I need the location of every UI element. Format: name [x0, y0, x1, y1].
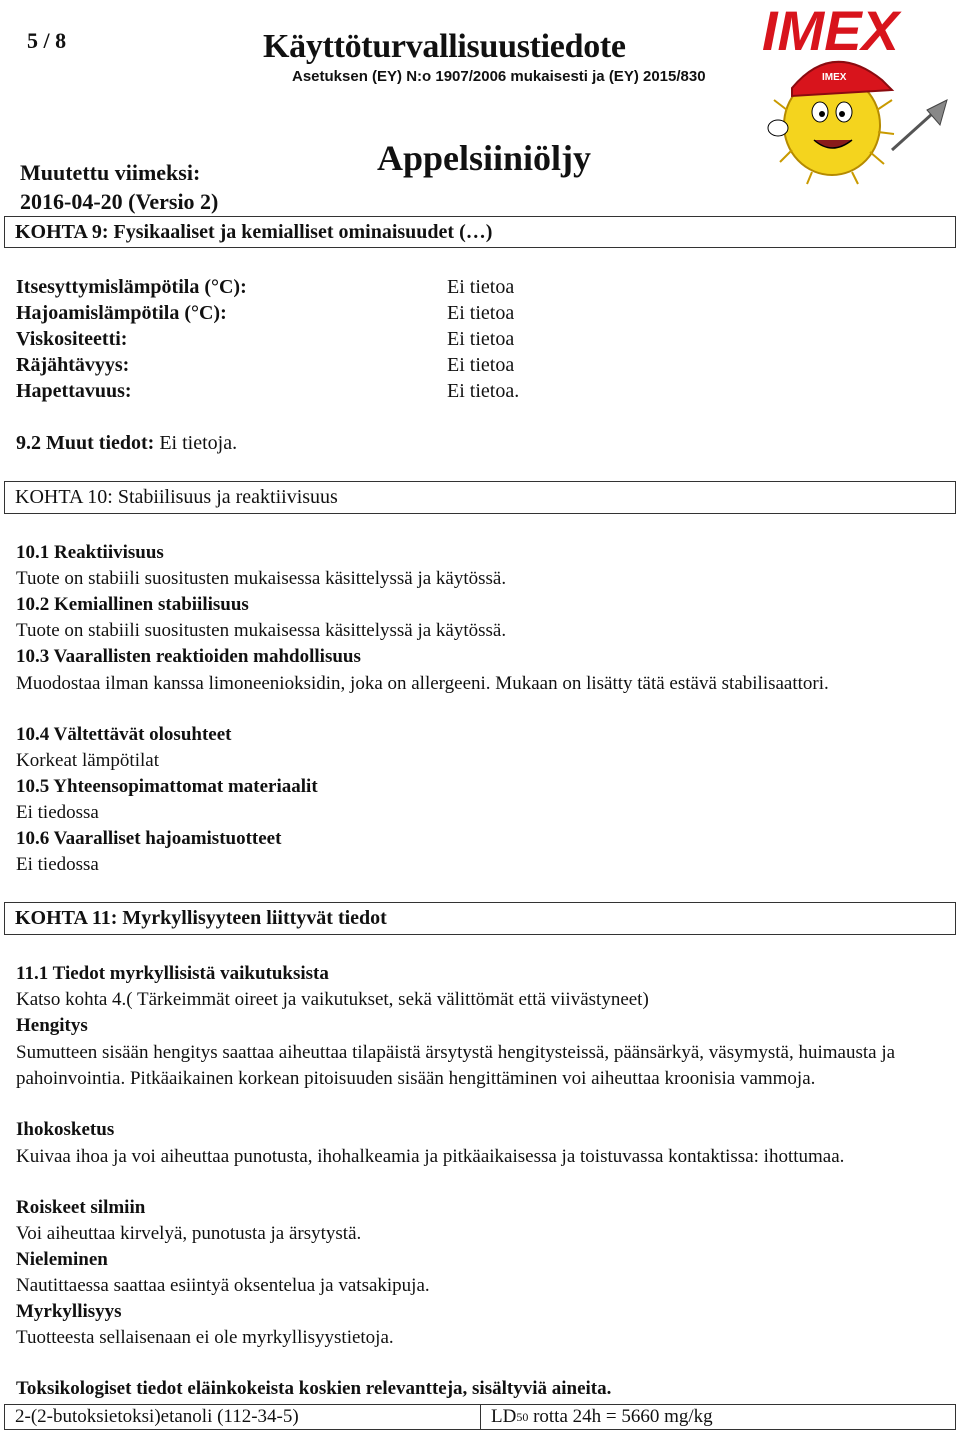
- substance-cell: 2-(2-butoksietoksi)etanoli (112-34-5): [5, 1405, 481, 1429]
- property-value: Ei tietoa: [447, 328, 515, 350]
- document-title: Käyttöturvallisuustiedote: [263, 28, 626, 65]
- property-label: Hajoamislämpötila (°C):: [16, 302, 227, 324]
- subsection-title: 10.4 Vältettävät olosuhteet: [16, 724, 232, 745]
- subsection-text: Kuivaa ihoa ja voi aiheuttaa punotusta, ihohalkeamia ja pitkäaikaisessa ja toistuvassa kontaktissa: ihottumaa.: [16, 1146, 845, 1167]
- subsection-title: 10.2 Kemiallinen stabiilisuus: [16, 594, 249, 615]
- document-subtitle: Asetuksen (EY) N:o 1907/2006 mukaisesti ja (EY) 2015/830: [292, 68, 706, 85]
- subsection-text: Ei tiedossa: [16, 854, 99, 875]
- subsection-text: Tuote on stabiili suositusten mukaisessa käsittelyssä ja käytössä.: [16, 568, 507, 589]
- modified-label: Muutettu viimeksi:: [20, 160, 201, 185]
- subsection-title: Myrkyllisyys: [16, 1301, 122, 1322]
- other-info-value: Ei tietoja.: [159, 432, 238, 454]
- animal-data-title: Toksikologiset tiedot eläinkokeista koskien relevantteja, sisältyviä aineita.: [16, 1378, 612, 1399]
- subsection-text: Korkeat lämpötilat: [16, 750, 159, 771]
- ld-subscript: 50: [516, 1409, 529, 1424]
- subsection-title: 10.5 Yhteensopimattomat materiaalit: [16, 776, 318, 797]
- page-number: 5 / 8: [27, 28, 67, 53]
- imex-logo: [752, 0, 952, 186]
- property-value: Ei tietoa: [447, 302, 515, 324]
- toxicity-table-row: [4, 1404, 956, 1430]
- ld-value: rotta 24h = 5660 mg/kg: [528, 1406, 713, 1427]
- product-name: Appelsiiniöljy: [377, 138, 592, 178]
- subsection-text: Tuotteesta sellaisenaan ei ole myrkyllisyystietoja.: [16, 1327, 394, 1348]
- section-11-heading: KOHTA 11: Myrkyllisyyteen liittyvät tiedot: [4, 902, 956, 935]
- subsection-text: Ei tiedossa: [16, 802, 99, 823]
- subsection-text: Tuote on stabiili suositusten mukaisessa käsittelyssä ja käytössä.: [16, 620, 507, 641]
- subsection-title: Roiskeet silmiin: [16, 1197, 146, 1218]
- ld-prefix: LD: [491, 1406, 517, 1427]
- subsection-title: Hengitys: [16, 1015, 88, 1036]
- other-info-label: 9.2 Muut tiedot:: [16, 432, 155, 454]
- subsection-title: 11.1 Tiedot myrkyllisistä vaikutuksista: [16, 963, 329, 984]
- other-info-line: [16, 432, 237, 455]
- property-label: Hapettavuus:: [16, 380, 132, 402]
- subsection-title: Nieleminen: [16, 1249, 108, 1270]
- subsection-title: 10.6 Vaaralliset hajoamistuotteet: [16, 828, 282, 849]
- subsection-title: Ihokosketus: [16, 1119, 115, 1140]
- subsection-text: Voi aiheuttaa kirvelyä, punotusta ja ärsytystä.: [16, 1223, 362, 1244]
- subsection-text: Katso kohta 4.( Tärkeimmät oireet ja vaikutukset, sekä välittömät että viivästyneet): [16, 989, 649, 1010]
- ld50-cell: [481, 1405, 955, 1429]
- property-value: Ei tietoa.: [447, 380, 520, 402]
- logo-text: IMEX: [762, 0, 899, 62]
- subsection-title: 10.3 Vaarallisten reaktioiden mahdollisuus: [16, 646, 361, 667]
- property-value: Ei tietoa: [447, 354, 515, 376]
- subsection-text: Nautittaessa saattaa esiintyä oksentelua ja vatsakipuja.: [16, 1275, 430, 1296]
- subsection-text: Sumutteen sisään hengitys saattaa aiheuttaa tilapäistä ärsytystä hengitysteissä, päänsärkyä, väsymystä, huimausta ja pahoinvointia. Pitkäaikainen korkean pitoisuuden sisään hengittäminen voi aiheuttaa kroonisia vammoja.: [16, 1042, 896, 1089]
- modified-date: 2016-04-20 (Versio 2): [20, 189, 219, 214]
- property-value: Ei tietoa: [447, 276, 515, 298]
- section-10-heading: KOHTA 10: Stabiilisuus ja reaktiivisuus: [4, 481, 956, 514]
- property-label: Räjähtävyys:: [16, 354, 130, 376]
- subsection-title: 10.1 Reaktiivisuus: [16, 542, 164, 563]
- svg-text:IMEX: IMEX: [822, 72, 847, 83]
- section-9-heading: KOHTA 9: Fysikaaliset ja kemialliset ominaisuudet (…): [4, 216, 956, 248]
- property-label: Itsesyttymislämpötila (°C):: [16, 276, 247, 298]
- subsection-text: Muodostaa ilman kanssa limoneenioksidin, joka on allergeeni. Mukaan on lisätty tätä estävä stabilisaattori.: [16, 673, 829, 694]
- property-label: Viskositeetti:: [16, 328, 128, 350]
